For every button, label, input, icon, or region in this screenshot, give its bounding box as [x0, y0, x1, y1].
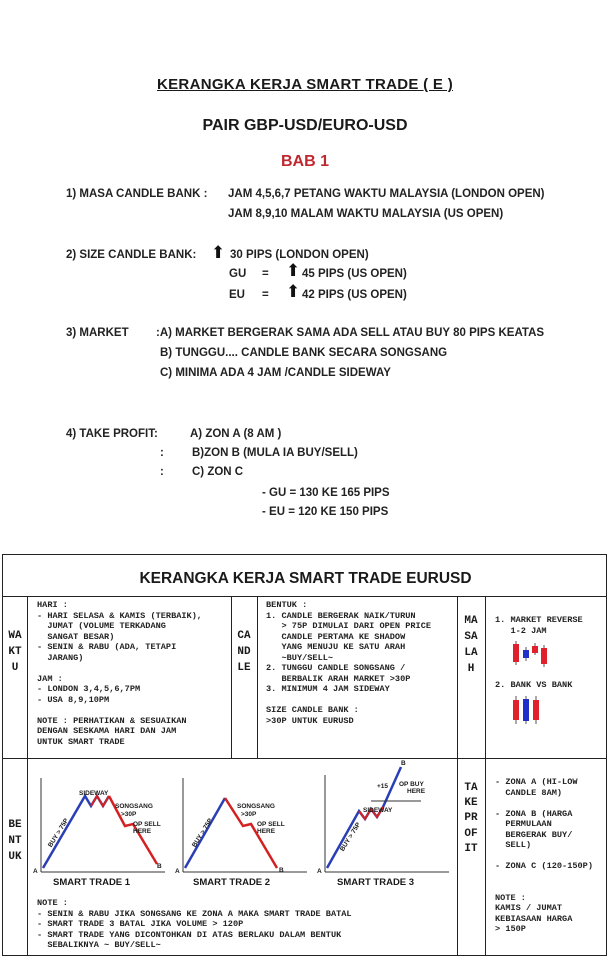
tp-line: [495, 882, 593, 893]
up-arrow-icon: ⬆: [286, 282, 301, 301]
candle-line: CANDLE PERTAMA KE SHADOW: [266, 631, 406, 642]
candle-line: 1. CANDLE BERGERAK NAIK/TURUN: [266, 610, 416, 621]
waktu-cell: [37, 600, 202, 747]
masalah-cell-2: [495, 680, 572, 691]
candle-line: [266, 695, 431, 706]
section-2-gu: GU: [229, 268, 247, 280]
candle-line: > 75P DIMULAI DARI OPEN PRICE: [266, 621, 432, 631]
divider: [485, 596, 486, 955]
masalah-cell: [495, 615, 583, 636]
masalah-line: 1-2 JAM: [495, 625, 547, 636]
masalah-header: MASALAH: [464, 615, 478, 675]
chart-1-a-label: A: [33, 868, 38, 875]
chart-1-songsang-label: SONGSANG: [115, 803, 153, 810]
masalah-line: 2. BANK VS BANK: [495, 680, 573, 690]
chart-2-b-label: B: [279, 867, 284, 874]
section-2-eq-1: =: [262, 268, 269, 280]
take-profit-header: TAKE PROFIT: [464, 782, 478, 855]
section-4-gu: - GU = 130 KE 165 PIPS: [262, 487, 390, 499]
section-3-a: :A) MARKET BERGERAK SAMA ADA SELL ATAU BUY 80 PIPS KEATAS: [156, 327, 545, 339]
section-3-c: C) MINIMA ADA 4 JAM /CANDLE SIDEWAY: [160, 367, 391, 379]
note-line: SEBALIKNYA ~ BUY/SELL~: [37, 940, 161, 950]
note-line: - SMART TRADE 3 BATAL JIKA VOLUME > 120P: [37, 919, 244, 929]
smart-trade-2-chart: [179, 768, 309, 878]
candle-cell: [266, 600, 431, 726]
tp-line: [495, 798, 593, 809]
note-line: NOTE :: [37, 898, 68, 908]
chart-3-op-here-label: HERE: [407, 788, 426, 795]
candle-line: >30P UNTUK EURUSD: [266, 715, 354, 726]
masalah-line: 1. MARKET REVERSE: [495, 615, 583, 625]
section-1-label: 1) MASA CANDLE BANK :: [66, 188, 208, 200]
waktu-line: JUMAT (VOLUME TERKADANG: [37, 621, 166, 631]
bentuk-header: BENTUK: [8, 819, 22, 863]
chart-2-songsang-30-label: >30P: [241, 811, 257, 818]
chart-1-songsang-30-label: >30P: [121, 811, 137, 818]
tp-line: BERGERAK BUY/: [495, 829, 573, 840]
chart-3-plus-label: +15: [377, 783, 389, 790]
chart-3-b-label: B: [401, 760, 406, 767]
tp-line: - ZONA B (HARGA: [495, 808, 573, 819]
candle-line: BENTUK :: [266, 600, 308, 610]
buy-move-line: [43, 796, 109, 868]
chart-1-b-label: B: [157, 863, 162, 870]
chart-2-op-sell-label: OP SELL: [257, 821, 285, 828]
section-2-eq-2: =: [262, 289, 269, 301]
tp-line: SELL): [495, 840, 532, 850]
tp-line: - ZONA A (HI-LOW: [495, 777, 578, 787]
section-1-line-1: JAM 4,5,6,7 PETANG WAKTU MALAYSIA (LONDON OPEN): [228, 188, 545, 200]
chart-3-caption: SMART TRADE 3: [337, 877, 415, 888]
chart-2-a-label: A: [175, 868, 180, 875]
waktu-line: [37, 705, 202, 716]
divider: [27, 596, 28, 955]
divider: [3, 758, 606, 759]
section-2-line-1: 30 PIPS (LONDON OPEN): [230, 249, 369, 261]
chart-3-sideway-label: SIDEWAY: [363, 807, 393, 814]
section-3-label: 3) MARKET: [66, 327, 129, 339]
chart-2-op-here-label: HERE: [257, 828, 276, 835]
divider: [457, 596, 458, 955]
waktu-line: - HARI SELASA & KAMIS (TERBAIK),: [37, 610, 203, 621]
section-4-b: B)ZON B (MULA IA BUY/SELL): [192, 447, 358, 459]
section-2-eu: EU: [229, 289, 245, 301]
waktu-line: [37, 663, 202, 674]
candle-line: YANG MENUJU KE SATU ARAH: [266, 642, 406, 652]
tp-line: PERMULAAN: [495, 819, 552, 829]
chart-3-a-label: A: [317, 868, 322, 875]
framework-table: [2, 554, 607, 956]
tp-line: KAMIS / JUMAT: [495, 903, 563, 913]
note-line: - SMART TRADE YANG DICONTOHKAN DI ATAS BERLAKU DALAM BENTUK: [37, 929, 342, 940]
candle-line: 2. TUNGGU CANDLE SONGSANG /: [266, 663, 406, 673]
doc-title: KERANGKA KERJA SMART TRADE ( E ): [157, 76, 453, 93]
section-2-line-3: 42 PIPS (US OPEN): [302, 289, 407, 301]
tp-line: > 150P: [495, 924, 526, 934]
notes-cell: [37, 898, 352, 951]
section-4-label: 4) TAKE PROFIT:: [66, 428, 158, 440]
waktu-line: - SENIN & RABU (ADA, TETAPI: [37, 642, 177, 652]
divider: [231, 596, 232, 758]
waktu-line: JAM :: [37, 673, 63, 684]
sideway-line: [91, 796, 109, 806]
chart-1-sideway-label: SIDEWAY: [79, 790, 109, 797]
chart-1-op-sell-label: OP SELL: [133, 821, 161, 828]
candle-pattern-bank-icon: [508, 694, 548, 726]
tp-line: KEBIASAAN HARGA: [495, 913, 573, 924]
candle-line: SIZE CANDLE BANK :: [266, 705, 359, 715]
chart-2-caption: SMART TRADE 2: [193, 877, 271, 888]
waktu-header: WAKTU: [8, 630, 22, 674]
take-profit-cell: [495, 777, 593, 935]
waktu-line: DENGAN SESKAMA HARI DAN JAM: [37, 726, 177, 736]
section-4-colon-1: :: [160, 447, 164, 459]
tp-line: - ZONA C (120-150P): [495, 861, 593, 871]
divider: [3, 596, 606, 597]
candle-header: CANDLE: [237, 630, 251, 674]
section-4-eu: - EU = 120 KE 150 PIPS: [262, 506, 389, 518]
pair-heading: PAIR GBP-USD/EURO-USD: [202, 117, 408, 134]
table-title: KERANGKA KERJA SMART TRADE EURUSD: [139, 570, 472, 587]
section-3-b: B) TUNGGU.... CANDLE BANK SECARA SONGSANG: [160, 347, 448, 359]
divider: [257, 596, 258, 758]
waktu-line: - USA 8,9,10PM: [37, 694, 110, 705]
section-4-c: C) ZON C: [192, 466, 244, 478]
chart-3-buy-label: BUY > 75P: [339, 821, 363, 853]
chart-2-buy-label: BUY > 75P: [191, 817, 215, 849]
tp-line: [495, 851, 593, 862]
section-2-label: 2) SIZE CANDLE BANK:: [66, 249, 197, 261]
waktu-line: SANGAT BESAR): [37, 631, 115, 642]
section-4-a: A) ZON A (8 AM ): [190, 428, 282, 440]
chart-1-op-here-label: HERE: [133, 828, 152, 835]
candle-line: ~BUY/SELL~: [266, 652, 334, 663]
note-line: - SENIN & RABU JIKA SONGSANG KE ZONA A MAKA SMART TRADE BATAL: [37, 908, 352, 919]
tp-line: NOTE :: [495, 892, 526, 903]
candle-line: 3. MINIMUM 4 JAM SIDEWAY: [266, 684, 390, 694]
section-4-colon-2: :: [160, 466, 164, 478]
smart-trade-3-chart: [321, 761, 451, 878]
tp-line: [495, 872, 593, 883]
chapter-heading: BAB 1: [280, 153, 329, 170]
waktu-line: - LONDON 3,4,5,6,7PM: [37, 684, 141, 694]
candle-line: BERBALIK ARAH MARKET >30P: [266, 673, 411, 684]
up-arrow-icon: ⬆: [286, 261, 301, 280]
waktu-line: NOTE : PERHATIKAN & SESUAIKAN: [37, 715, 187, 726]
up-arrow-icon: ⬆: [211, 243, 226, 262]
section-2-line-2: 45 PIPS (US OPEN): [302, 268, 407, 280]
chart-1-buy-label: BUY > 75P: [47, 817, 71, 849]
chart-3-op-buy-label: OP BUY: [399, 781, 424, 788]
section-1-line-2: JAM 8,9,10 MALAM WAKTU MALAYSIA (US OPEN): [228, 208, 504, 220]
waktu-line: UNTUK SMART TRADE: [37, 736, 125, 747]
tp-line: CANDLE 8AM): [495, 787, 563, 798]
candle-pattern-reverse-icon: [508, 639, 558, 669]
chart-2-songsang-label: SONGSANG: [237, 803, 275, 810]
waktu-line: JARANG): [37, 652, 84, 663]
waktu-line: HARI :: [37, 600, 68, 610]
chart-1-caption: SMART TRADE 1: [53, 877, 131, 888]
